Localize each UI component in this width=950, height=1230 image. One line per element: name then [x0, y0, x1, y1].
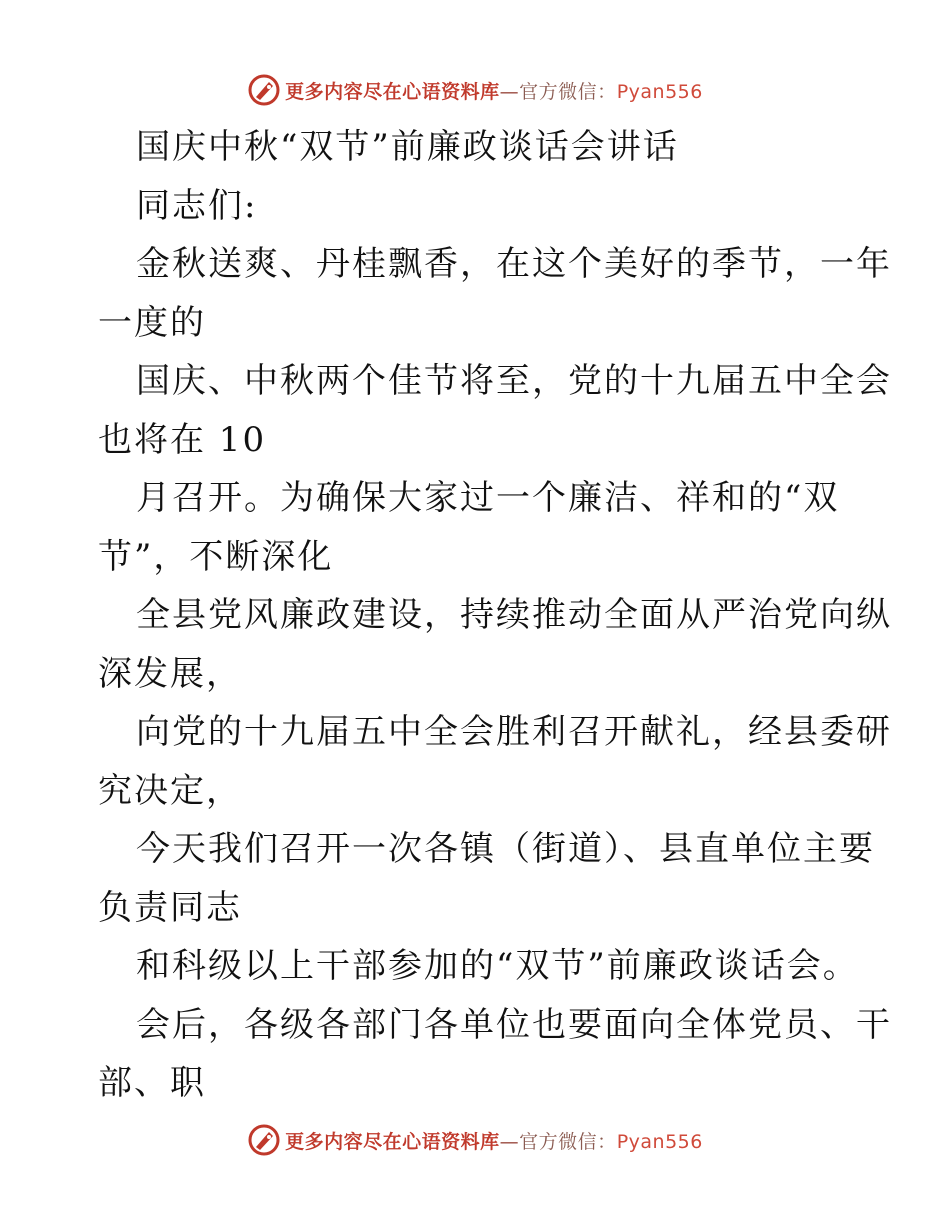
text-line: 究决定，	[98, 770, 242, 811]
pen-nib-logo-icon	[247, 73, 281, 107]
text-line: 向党的十九届五中全会胜利召开献礼，经县委研	[136, 712, 892, 752]
document-title: 国庆中秋“双节”前廉政谈话会讲话	[136, 127, 679, 167]
text-line: 今天我们召开一次各镇（街道）、县直单位主要	[136, 829, 875, 869]
watermark-banner-top	[0, 70, 950, 110]
watermark-account: Pyan556	[616, 1130, 703, 1153]
text-line: 节”，不断深化	[98, 536, 334, 577]
watermark-brand: 更多内容尽在心语资料库	[285, 1130, 500, 1153]
pen-nib-logo-icon	[247, 1123, 281, 1157]
text-line: 国庆、中秋两个佳节将至，党的十九届五中全会	[136, 361, 892, 401]
text-line: 也将在 10	[98, 419, 267, 460]
text-line: 月召开。为确保大家过一个廉洁、祥和的“双	[136, 478, 840, 518]
watermark-label: 官方微信：	[519, 80, 617, 103]
text-line: 金秋送爽、丹桂飘香，在这个美好的季节，一年	[136, 244, 892, 284]
watermark-account: Pyan556	[616, 80, 703, 103]
watermark-label: 官方微信：	[519, 1130, 617, 1153]
text-line: 深发展，	[98, 653, 242, 694]
text-line: 同志们:	[136, 185, 258, 226]
text-line: 全县党风廉政建设，持续推动全面从严治党向纵	[136, 595, 892, 635]
text-line: 负责同志	[98, 887, 242, 928]
text-line: 部、职	[98, 1063, 206, 1103]
watermark-brand: 更多内容尽在心语资料库	[285, 80, 500, 103]
text-line: 一度的	[98, 302, 206, 343]
watermark-separator: —	[499, 1130, 520, 1153]
watermark-text	[285, 77, 703, 104]
document-body	[98, 118, 892, 1113]
watermark-text	[285, 1127, 703, 1154]
watermark-banner-bottom	[0, 1120, 950, 1160]
watermark-separator: —	[499, 80, 520, 103]
text-line: 会后，各级各部门各单位也要面向全体党员、干	[136, 1004, 892, 1045]
text-line: 和科级以上干部参加的“双节”前廉政谈话会。	[136, 946, 859, 986]
